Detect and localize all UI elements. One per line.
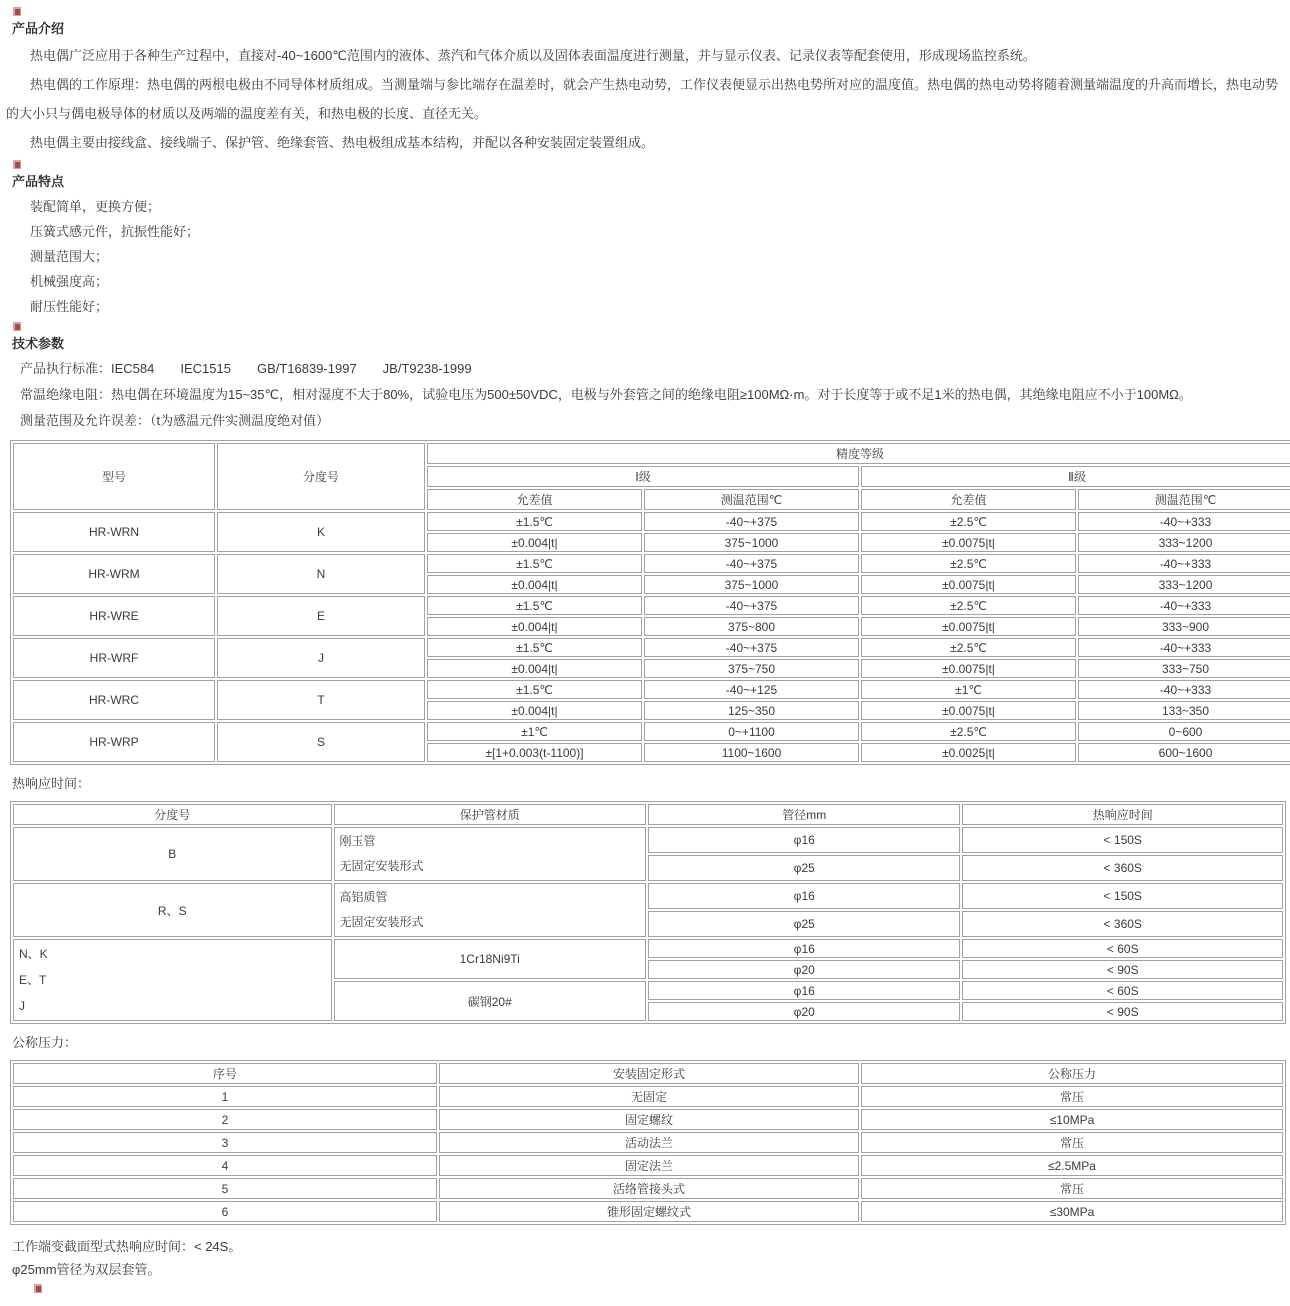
tech-range-label: 测量范围及允许误差：（t为感温元件实测温度绝对值） <box>20 413 330 428</box>
table-row <box>13 596 1290 615</box>
range-cell: 125~350 <box>644 701 859 720</box>
tolerance-cell: ±2.5℃ <box>861 596 1076 615</box>
tolerance-cell: ±1℃ <box>861 680 1076 699</box>
feature-item: 压簧式感元件，抗振性能好； <box>30 224 200 239</box>
model-cell: HR-WRE <box>13 596 215 636</box>
pressure-cell: ≤10MPa <box>861 1109 1283 1130</box>
range-cell: 333~750 <box>1078 659 1290 678</box>
tolerance-cell: ±1.5℃ <box>427 596 642 615</box>
tolerance-cell: ±1.5℃ <box>427 638 642 657</box>
header-range: 测温范围℃ <box>1078 489 1290 510</box>
graduation-cell: J <box>217 638 425 678</box>
range-cell: 600~1600 <box>1078 743 1290 762</box>
header-grade2: Ⅱ级 <box>861 466 1290 487</box>
intro-heading: 产品介绍 <box>12 21 65 36</box>
table-row <box>13 804 1283 825</box>
tolerance-cell: ±0.0075|t| <box>861 659 1076 678</box>
feature-item: 耐压性能好； <box>30 299 109 314</box>
mount-type-cell: 固定螺纹 <box>439 1109 859 1130</box>
material-line: 刚玉管 <box>339 834 376 848</box>
index-cell: 2 <box>13 1109 437 1130</box>
model-cell: HR-WRC <box>13 680 215 720</box>
table-row <box>13 1063 1283 1084</box>
tolerance-cell: ±1℃ <box>427 722 642 741</box>
model-cell: HR-WRN <box>13 512 215 552</box>
time-cell: < 360S <box>962 911 1283 937</box>
range-cell: 1100~1600 <box>644 743 859 762</box>
index-cell: 6 <box>13 1201 437 1222</box>
tolerance-cell: ±0.004|t| <box>427 617 642 636</box>
tolerance-cell: ±0.004|t| <box>427 701 642 720</box>
table-row <box>13 443 1290 464</box>
table-row <box>13 1201 1283 1222</box>
range-cell: -40~+333 <box>1078 512 1290 531</box>
header-time: 热响应时间 <box>962 804 1283 825</box>
range-cell: -40~+375 <box>644 554 859 573</box>
range-cell: -40~+333 <box>1078 554 1290 573</box>
diameter-cell: φ20 <box>648 1002 960 1021</box>
time-cell: < 60S <box>962 981 1283 1000</box>
mount-type-cell: 无固定 <box>439 1086 859 1107</box>
graduation-line: E、T <box>19 973 47 987</box>
time-cell: < 150S <box>962 883 1283 909</box>
diameter-cell: φ16 <box>648 883 960 909</box>
range-cell: 333~1200 <box>1078 533 1290 552</box>
pressure-table <box>10 1060 1286 1225</box>
table-row <box>13 512 1290 531</box>
table-row <box>13 638 1290 657</box>
range-cell: 333~900 <box>1078 617 1290 636</box>
graduation-cell: E <box>217 596 425 636</box>
header-model: 型号 <box>13 443 215 510</box>
header-material: 保护管材质 <box>334 804 646 825</box>
time-cell: < 360S <box>962 855 1283 881</box>
mount-type-cell: 固定法兰 <box>439 1155 859 1176</box>
feature-item: 测量范围大； <box>30 249 109 264</box>
range-cell: 375~1000 <box>644 575 859 594</box>
note-double-casing: φ25mm管径为双层套管。 <box>12 1262 161 1277</box>
table-row <box>13 1155 1283 1176</box>
tolerance-cell: ±1.5℃ <box>427 512 642 531</box>
tolerance-cell: ±2.5℃ <box>861 512 1076 531</box>
table-row <box>13 1109 1283 1130</box>
range-cell: 333~1200 <box>1078 575 1290 594</box>
pressure-cell: 常压 <box>861 1178 1283 1199</box>
range-cell: -40~+125 <box>644 680 859 699</box>
graduation-cell <box>13 939 332 1021</box>
diameter-cell: φ20 <box>648 960 960 979</box>
graduation-cell: R、S <box>13 883 332 937</box>
range-cell: -40~+333 <box>1078 638 1290 657</box>
diameter-cell: φ16 <box>648 827 960 853</box>
tolerance-cell: ±2.5℃ <box>861 638 1076 657</box>
intro-paragraph: 热电偶主要由接线盒、接线端子、保护管、绝缘套管、热电极组成基本结构，并配以各种安装固定装置组成。 <box>30 135 655 150</box>
tolerance-cell: ±0.004|t| <box>427 575 642 594</box>
model-cell: HR-WRM <box>13 554 215 594</box>
table-row <box>13 883 1283 909</box>
broken-image-icon <box>34 1284 42 1293</box>
header-diameter: 管径mm <box>648 804 960 825</box>
index-cell: 4 <box>13 1155 437 1176</box>
header-accuracy: 精度等级 <box>427 443 1290 464</box>
pressure-cell: ≤30MPa <box>861 1201 1283 1222</box>
graduation-cell: K <box>217 512 425 552</box>
table-row <box>13 1086 1283 1107</box>
material-line: 高铝质管 <box>339 890 388 904</box>
broken-image-icon <box>13 7 21 16</box>
diameter-cell: φ25 <box>648 911 960 937</box>
diameter-cell: φ25 <box>648 855 960 881</box>
broken-image-icon <box>13 160 21 169</box>
note-response-time: 工作端变截面型式热响应时间：< 24S。 <box>12 1239 242 1254</box>
index-cell: 3 <box>13 1132 437 1153</box>
tolerance-cell: ±0.0075|t| <box>861 575 1076 594</box>
index-cell: 1 <box>13 1086 437 1107</box>
response-table-label: 热响应时间： <box>12 776 91 791</box>
tolerance-cell: ±2.5℃ <box>861 554 1076 573</box>
header-tolerance: 允差值 <box>427 489 642 510</box>
mount-type-cell: 锥形固定螺纹式 <box>439 1201 859 1222</box>
table-row <box>13 939 1283 958</box>
tech-insulation-line: 常温绝缘电阻：热电偶在环境温度为15~35℃，相对湿度不大于80%，试验电压为500±50VDC，电极与外套管之间的绝缘电阻≥100MΩ·m。对于长度等于或不足1米的热电偶，其绝缘电阻应不小于100MΩ。 <box>20 387 1192 402</box>
header-graduation: 分度号 <box>217 443 425 510</box>
range-table <box>10 440 1290 765</box>
tolerance-cell: ±0.0075|t| <box>861 617 1076 636</box>
tolerance-cell: ±1.5℃ <box>427 680 642 699</box>
mount-type-cell: 活动法兰 <box>439 1132 859 1153</box>
range-cell: 0~+1100 <box>644 722 859 741</box>
material-cell <box>334 827 646 881</box>
range-cell: -40~+375 <box>644 512 859 531</box>
table-row <box>13 554 1290 573</box>
graduation-cell: N <box>217 554 425 594</box>
header-grade1: Ⅰ级 <box>427 466 859 487</box>
header-pressure: 公称压力 <box>861 1063 1283 1084</box>
material-cell: 1Cr18Ni9Ti <box>334 939 646 979</box>
range-cell: -40~+375 <box>644 596 859 615</box>
header-tolerance: 允差值 <box>861 489 1076 510</box>
pressure-cell: 常压 <box>861 1086 1283 1107</box>
response-table <box>10 801 1286 1024</box>
tolerance-cell: ±0.004|t| <box>427 533 642 552</box>
table-row <box>13 722 1290 741</box>
range-cell: 375~750 <box>644 659 859 678</box>
intro-paragraph: 热电偶的工作原理：热电偶的两根电极由不同导体材质组成。当测量端与参比端存在温差时，就会产生热电动势，工作仪表便显示出热电势所对应的温度值。热电偶的热电动势将随着测量端温度的升高而增长，热电动势的大小只与偶电极导体的材质以及两端的温度差有关，和热电极的长度、直径无关。 <box>6 77 1279 121</box>
graduation-cell: B <box>13 827 332 881</box>
pressure-table-label: 公称压力： <box>12 1035 78 1050</box>
tech-standard-line: 产品执行标准：IEC584 IEC1515 GB/T16839-1997 JB/T9238-1999 <box>20 361 472 376</box>
tolerance-cell: ±2.5℃ <box>861 722 1076 741</box>
range-cell: -40~+375 <box>644 638 859 657</box>
model-cell: HR-WRF <box>13 638 215 678</box>
range-cell: 375~1000 <box>644 533 859 552</box>
material-cell: 碳钢20# <box>334 981 646 1021</box>
range-cell: 133~350 <box>1078 701 1290 720</box>
header-index: 序号 <box>13 1063 437 1084</box>
tolerance-cell: ±[1+0.003(t-1100)] <box>427 743 642 762</box>
range-cell: 375~800 <box>644 617 859 636</box>
tech-heading: 技术参数 <box>12 336 65 351</box>
table-row <box>13 827 1283 853</box>
diameter-cell: φ16 <box>648 939 960 958</box>
pressure-cell: 常压 <box>861 1132 1283 1153</box>
time-cell: < 90S <box>962 960 1283 979</box>
diameter-cell: φ16 <box>648 981 960 1000</box>
tolerance-cell: ±1.5℃ <box>427 554 642 573</box>
material-cell <box>334 883 646 937</box>
table-row <box>13 680 1290 699</box>
features-heading: 产品特点 <box>12 174 65 189</box>
model-cell: HR-WRP <box>13 722 215 762</box>
header-range: 测温范围℃ <box>644 489 859 510</box>
feature-item: 装配简单，更换方便； <box>30 199 161 214</box>
range-cell: -40~+333 <box>1078 596 1290 615</box>
table-row <box>13 1178 1283 1199</box>
pressure-cell: ≤2.5MPa <box>861 1155 1283 1176</box>
graduation-line: J <box>19 999 25 1013</box>
mount-type-cell: 活络管接头式 <box>439 1178 859 1199</box>
tolerance-cell: ±0.0075|t| <box>861 533 1076 552</box>
table-row <box>13 1132 1283 1153</box>
feature-item: 机械强度高； <box>30 274 109 289</box>
graduation-line: N、K <box>19 947 48 961</box>
header-graduation: 分度号 <box>13 804 332 825</box>
time-cell: < 90S <box>962 1002 1283 1021</box>
range-cell: -40~+333 <box>1078 680 1290 699</box>
index-cell: 5 <box>13 1178 437 1199</box>
broken-image-icon <box>13 322 21 331</box>
intro-paragraph: 热电偶广泛应用于各种生产过程中，直接对-40~1600℃范围内的液体、蒸汽和气体介质以及固体表面温度进行测量，并与显示仪表、记录仪表等配套使用，形成现场监控系统。 <box>30 48 1036 63</box>
time-cell: < 60S <box>962 939 1283 958</box>
graduation-cell: S <box>217 722 425 762</box>
header-mount-type: 安装固定形式 <box>439 1063 859 1084</box>
tolerance-cell: ±0.0075|t| <box>861 701 1076 720</box>
material-line: 无固定安装形式 <box>339 859 424 873</box>
graduation-cell: T <box>217 680 425 720</box>
time-cell: < 150S <box>962 827 1283 853</box>
range-cell: 0~600 <box>1078 722 1290 741</box>
material-line: 无固定安装形式 <box>339 915 424 929</box>
tolerance-cell: ±0.004|t| <box>427 659 642 678</box>
tolerance-cell: ±0.0025|t| <box>861 743 1076 762</box>
